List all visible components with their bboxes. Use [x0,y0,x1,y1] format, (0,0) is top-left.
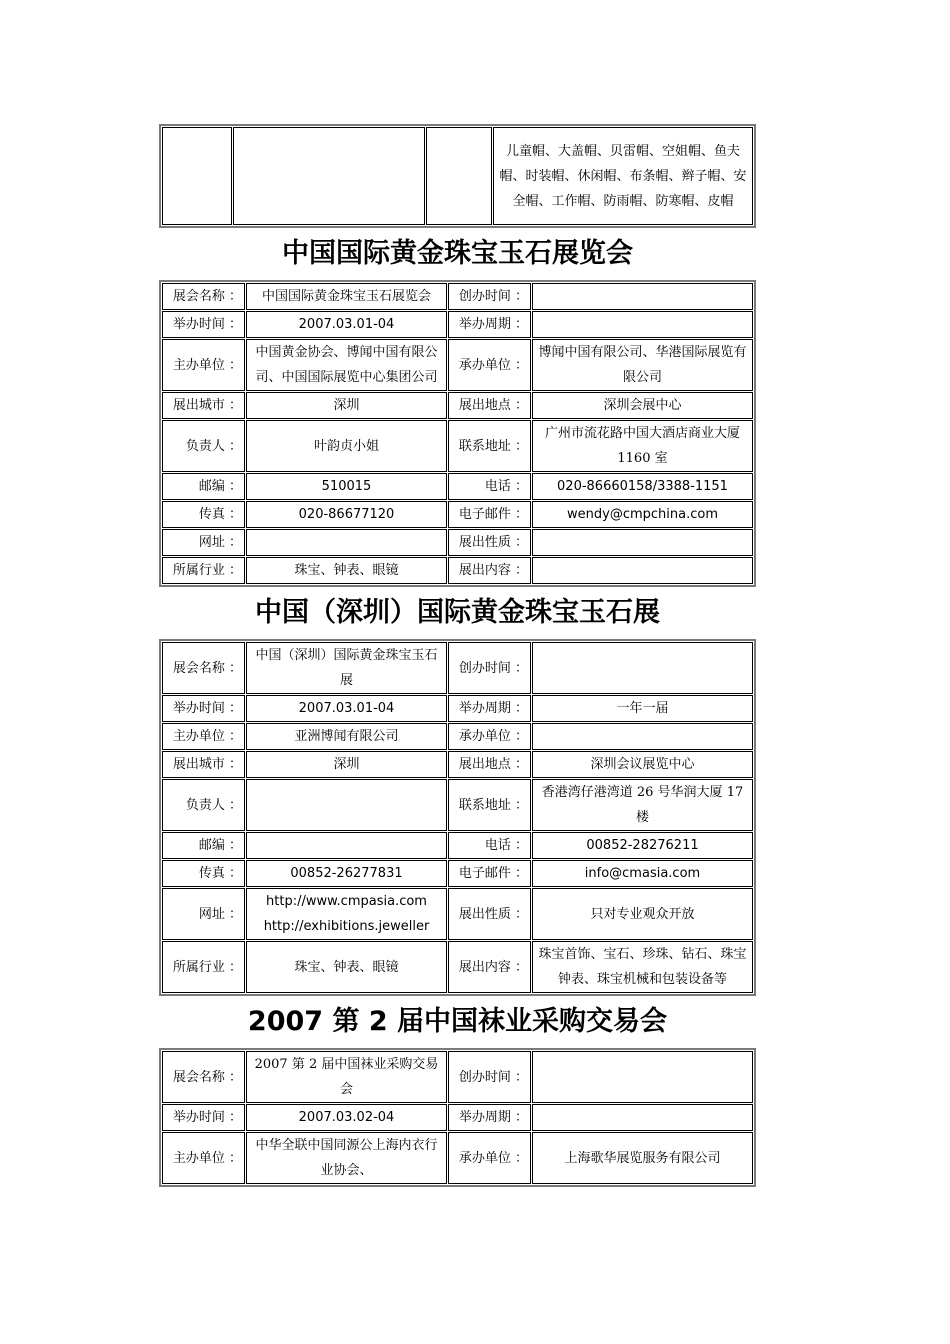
exhibit-content-value: 儿童帽、大盖帽、贝雷帽、空姐帽、鱼夫帽、时装帽、休闲帽、布条帽、辫子帽、安全帽、工作帽、防雨帽、防寒帽、皮帽 [493,127,753,225]
cycle-value [532,311,753,338]
venue-label: 展出地点 ： [448,392,531,419]
website-label: 网址 ： [162,888,245,940]
founded-value [532,642,753,694]
fax-value: 020-86677120 [246,501,447,528]
website-link[interactable]: http://www.cmpasia.com [266,894,427,909]
content-label: 展出内容 ： [448,557,531,584]
fax-label: 传真 ： [162,860,245,887]
exhibition-title: 中国（深圳）国际黄金珠宝玉石展 [255,597,660,628]
date-value: 2007.03.02-04 [246,1104,447,1131]
date-label: 举办时间 ： [162,1104,245,1131]
cycle-label: 举办周期 ： [448,1104,531,1131]
date-label: 举办时间 ： [162,695,245,722]
date-value: 2007.03.01-04 [246,695,447,722]
venue-value: 深圳会议展览中心 [532,751,753,778]
empty-cell [162,127,232,225]
address-label: 联系地址 ： [448,779,531,831]
venue-label: 展出地点 ： [448,751,531,778]
address-value: 广州市流花路中国大酒店商业大厦 1160 室 [532,420,753,472]
organizer-value: 中华全联中国同源公上海内衣行业协会、 [246,1132,447,1184]
content-value [532,557,753,584]
nature-label: 展出性质 ： [448,888,531,940]
organizer-value: 亚洲博闻有限公司 [246,723,447,750]
cycle-value [532,1104,753,1131]
contact-label: 负责人 ： [162,779,245,831]
exhibition-info-table [159,1048,756,1187]
phone-label: 电话 ： [448,832,531,859]
email-label: 电子邮件 ： [448,501,531,528]
contact-value: 叶韵贞小姐 [246,420,447,472]
email-value[interactable]: wendy@cmpchina.com [532,501,753,528]
contact-label: 负责人 ： [162,420,245,472]
organizer-label: 主办单位 ： [162,1132,245,1184]
name-value: 中国（深圳）国际黄金珠宝玉石展 [246,642,447,694]
phone-label: 电话 ： [448,473,531,500]
content-label: 展出内容 ： [448,941,531,993]
cycle-label: 举办周期 ： [448,311,531,338]
exhibition-title: 2007 第 2 届中国袜业采购交易会 [247,1006,668,1037]
postcode-value [246,832,447,859]
postcode-label: 邮编 ： [162,832,245,859]
venue-value: 深圳会展中心 [532,392,753,419]
organizer-value: 中国黄金协会、博闻中国有限公司、中国国际展览中心集团公司 [246,339,447,391]
phone-value: 020-86660158/3388-1151 [532,473,753,500]
undertaker-value: 博闻中国有限公司、华港国际展览有限公司 [532,339,753,391]
document-page [159,124,756,1187]
founded-label: 创办时间 ： [448,1051,531,1103]
address-label: 联系地址 ： [448,420,531,472]
organizer-label: 主办单位 ： [162,339,245,391]
phone-value: 00852-28276211 [532,832,753,859]
cycle-label: 举办周期 ： [448,695,531,722]
fax-value: 00852-26277831 [246,860,447,887]
industry-label: 所属行业 ： [162,941,245,993]
empty-cell [233,127,425,225]
nature-value: 只对专业观众开放 [532,888,753,940]
founded-label: 创办时间 ： [448,283,531,310]
previous-exhibition-table [159,124,756,228]
organizer-label: 主办单位 ： [162,723,245,750]
website-value[interactable] [246,888,447,940]
city-label: 展出城市 ： [162,751,245,778]
undertaker-value: 上海歌华展览服务有限公司 [532,1132,753,1184]
website-link[interactable]: http://exhibitions.jeweller [263,919,430,934]
founded-label: 创办时间 ： [448,642,531,694]
date-label: 举办时间 ： [162,311,245,338]
exhibition-info-table [159,280,756,587]
name-label: 展会名称 ： [162,1051,245,1103]
exhibition-info-table [159,639,756,996]
empty-cell [426,127,492,225]
content-value: 珠宝首饰、宝石、珍珠、钻石、珠宝钟表、珠宝机械和包装设备等 [532,941,753,993]
address-value: 香港湾仔港湾道 26 号华润大厦 17 楼 [532,779,753,831]
name-label: 展会名称 ： [162,283,245,310]
industry-value: 珠宝、钟表、眼镜 [246,557,447,584]
undertaker-label: 承办单位 ： [448,339,531,391]
name-label: 展会名称 ： [162,642,245,694]
founded-value [532,1051,753,1103]
email-label: 电子邮件 ： [448,860,531,887]
name-value: 中国国际黄金珠宝玉石展览会 [246,283,447,310]
website-value [246,529,447,556]
nature-value [532,529,753,556]
postcode-label: 邮编 ： [162,473,245,500]
exhibition-title: 中国国际黄金珠宝玉石展览会 [282,238,633,269]
city-label: 展出城市 ： [162,392,245,419]
undertaker-label: 承办单位 ： [448,1132,531,1184]
website-label: 网址 ： [162,529,245,556]
postcode-value: 510015 [246,473,447,500]
name-value: 2007 第 2 届中国袜业采购交易会 [246,1051,447,1103]
industry-value: 珠宝、钟表、眼镜 [246,941,447,993]
nature-label: 展出性质 ： [448,529,531,556]
email-value[interactable]: info@cmasia.com [532,860,753,887]
date-value: 2007.03.01-04 [246,311,447,338]
industry-label: 所属行业 ： [162,557,245,584]
undertaker-label: 承办单位 ： [448,723,531,750]
undertaker-value [532,723,753,750]
founded-value [532,283,753,310]
city-value: 深圳 [246,392,447,419]
fax-label: 传真 ： [162,501,245,528]
contact-value [246,779,447,831]
city-value: 深圳 [246,751,447,778]
cycle-value: 一年一届 [532,695,753,722]
